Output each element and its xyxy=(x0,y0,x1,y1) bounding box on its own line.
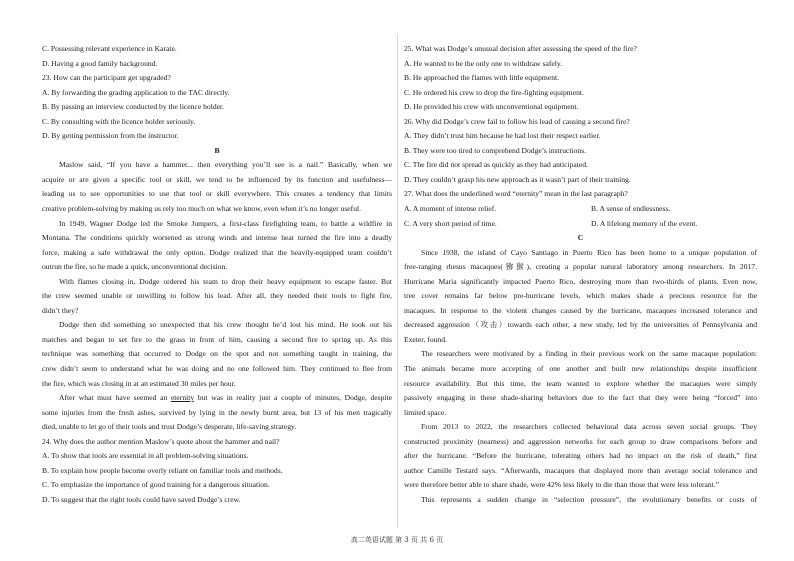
right-column xyxy=(404,42,757,508)
q24-option-a: A. To show that tools are essential in all problem-solving situations. xyxy=(42,451,249,461)
passage-c-line: Hurricane Maria significantly impacted Puerto Rico, destroying more than two-thirds of plants. Even now, xyxy=(404,276,757,286)
q23-option-b: B. By passing an interview conducted by the licence holder. xyxy=(42,102,224,112)
passage-c-line: The researchers were motivated by a finding in their previous work on the same macaque population: xyxy=(421,349,757,359)
passage-c-line: From 2013 to 2022, the researchers collected behavioral data across seven social groups. They xyxy=(421,422,757,432)
q27-question: 27. What does the underlined word “eternity” mean in the last paragraph? xyxy=(404,189,628,199)
passage-c-line: Since 1938, the island of Cayo Santiago in Puerto Rico has been home to a unique population of xyxy=(421,247,757,257)
passage-c-line: This represents a sudden change in “selection pressure”, the evolutionary benefits or costs of xyxy=(421,494,757,504)
passage-b-line: Maslow said, “If you have a hammer... then everything you’ll see is a nail.” Basically, when we xyxy=(59,160,392,170)
passage-b-line: leading us to see opportunities to use that tool or skill everywhere. This creates a tendency that limits xyxy=(42,189,392,199)
passage-b-line: some injuries from the fresh ashes, survived by lying in the newly burnt area, but 13 of his men tragically xyxy=(42,407,392,417)
passage-b-line: With flames closing in, Dodge ordered his team to drop their heavy equipment to escape faster. But xyxy=(59,276,392,286)
q26-question: 26. Why did Dodge’s crew fail to follow his lead of causing a second fire? xyxy=(404,116,630,126)
q24-option-c: C. To emphasize the importance of good training for a dangerous situation. xyxy=(42,480,270,490)
passage-b-line: outrun the fire, so he made a quick, unconventional decision. xyxy=(42,262,228,272)
passage-b-line: In 1949, Wagner Dodge led the Smoke Jumpers, a first-class firefighting team, to battle a wildfire in xyxy=(59,218,392,228)
q23-question: 23. How can the participant get upgraded? xyxy=(42,73,171,83)
page-footer: 高二英语试题 第 3 页 共 6 页 xyxy=(350,536,444,544)
q23-option-c: C. By consulting with the licence holder seriously. xyxy=(42,116,196,126)
passage-c-line: free-ranging rhesus macaques(猕猴), creating a popular natural laboratory among researchers. In 2017. xyxy=(404,262,757,272)
passage-c-line: author Camille Testard says. “Afterwards, macaques that displayed more than average social tolerance and xyxy=(404,465,757,475)
q27-option-a: A. A moment of intense relief. xyxy=(404,204,497,214)
passage-b-line: technique was something that occurred to Dodge on the spot and not something taught in training, the xyxy=(42,349,392,359)
passage-c-line: macaques. In response to the violent changes caused by the hurricane, macaques increased tolerance and xyxy=(404,305,757,315)
passage-b-line: didn’t they? xyxy=(42,305,79,315)
passage-c-line: after the hurricane. “Before the hurricane, tolerating others had no impact on the risk of death,” first xyxy=(404,451,757,461)
passage-b-line: Dodge then did something so unexpected that his crew thought he’d lost his mind. He took out his xyxy=(59,320,392,330)
passage-c-line: resource availability. But this time, the team wanted to explore whether the macaques were simply xyxy=(404,378,757,388)
passage-c-line: tree cover remains far below pre-hurricane levels, which makes shade a precious resource for the xyxy=(404,291,757,301)
text-segment: but was in reality just a couple of minutes, Dodge, despite xyxy=(194,393,392,403)
q25-option-a: A. He wanted to be the only one to withdraw safely. xyxy=(404,58,563,68)
passage-b-line: the crew seemed unable or unwilling to follow his lead. After all, they needed their tools to fight fire, xyxy=(42,291,392,301)
q24-question: 24. Why does the author mention Maslow’s quote about the hammer and nail? xyxy=(42,436,280,446)
section-b-heading: B xyxy=(214,145,220,155)
q26-option-d: D. They couldn’t grasp his new approach as it wasn’t part of their training. xyxy=(404,174,631,184)
passage-b-line: the fire, which was closing in at an estimated 30 miles per hour. xyxy=(42,378,236,388)
passage-c-line: The animals became more accepting of one another and built new relationships despite insufficient xyxy=(404,364,757,374)
q23-option-a: A. By forwarding the grading application to the TAC directly. xyxy=(42,87,230,97)
q24-option-d: D. To suggest that the right tools could have saved Dodge’s crew. xyxy=(42,494,241,504)
q24-option-b: B. To explain how people become overly reliant on familiar tools and methods. xyxy=(42,465,283,475)
left-column xyxy=(42,42,392,508)
passage-b-line: creative problem-solving by making us rely too much on what we know, even when it’s no longer useful. xyxy=(42,204,362,214)
q22-option-c: C. Possessing relevant experience in Karate. xyxy=(42,44,177,53)
underlined-word-eternity: eternity xyxy=(170,393,195,403)
passage-b-line: force, making a safe withdrawal the only option. Dodge realized that the heavily-equipped team couldn’t xyxy=(42,247,392,257)
q25-option-c: C. He ordered his crew to drop the fire-fighting equipment. xyxy=(404,87,584,97)
q27-option-b: B. A sense of endlessness. xyxy=(591,204,671,214)
passage-c-line: Exeter, found. xyxy=(404,334,447,344)
passage-b-line: crew didn’t seem to understand what he was doing and no one followed him. They continued to flee from xyxy=(42,364,392,374)
q27-option-c: C. A very short period of time. xyxy=(404,218,497,228)
text-segment: After what must have seemed an xyxy=(59,393,171,403)
q27-options-row-2 xyxy=(404,217,757,232)
passage-c-line: limited space. xyxy=(404,407,447,417)
passage-c-line: constructed proximity (nearness) and aggression networks for each group to draw comparisons before and xyxy=(404,436,757,446)
passage-b-line: Montana. The conditions quickly worsened as strong winds and intense heat turned the fire into a deadly xyxy=(42,233,392,243)
passage-b-line: acquire or are given a specific tool or skill, we tend to be influenced by its function and usefulness— xyxy=(42,174,392,184)
passage-b-line xyxy=(42,391,392,406)
q25-option-b: B. He approached the flames with little equipment. xyxy=(404,73,559,83)
q22-option-d: D. Having a good family background. xyxy=(42,58,158,68)
q26-option-c: C. The fire did not spread as quickly as they had anticipated. xyxy=(404,160,588,170)
q23-option-d: D. By getting permission from the instructor. xyxy=(42,131,179,141)
passage-c-line: decreased aggression（攻击）towards each other, a new study, led by the universities of Pennsylvania and xyxy=(404,320,757,330)
column-divider xyxy=(397,34,398,528)
q25-option-d: D. He provided his crew with unconventional equipment. xyxy=(404,102,579,112)
q27-option-d: D. A lifelong memory of the event. xyxy=(591,218,698,228)
passage-b-line: matches and began to set fire to the grass in front of him, causing a second fire to spring up. As this xyxy=(42,334,392,344)
q27-options-row-1 xyxy=(404,202,757,217)
section-c-heading: C xyxy=(577,233,584,243)
passage-c-line: were therefore better able to share shade, were 42% less likely to die than those that were less tolerant.” xyxy=(404,480,720,490)
passage-b-line: died, unable to let go of their tools and trust Dodge’s desperate, life-saving strategy. xyxy=(42,422,297,432)
q26-option-b: B. They were too tired to comprehend Dodge’s instructions. xyxy=(404,145,587,155)
q26-option-a: A. They didn’t trust him because he had lost their respect earlier. xyxy=(404,131,601,141)
q25-question: 25. What was Dodge’s unusual decision after assessing the speed of the fire? xyxy=(404,44,637,53)
passage-c-line: passively engaging in these shade-sharing behaviors due to the fact that they were being “forced” into xyxy=(404,393,757,403)
